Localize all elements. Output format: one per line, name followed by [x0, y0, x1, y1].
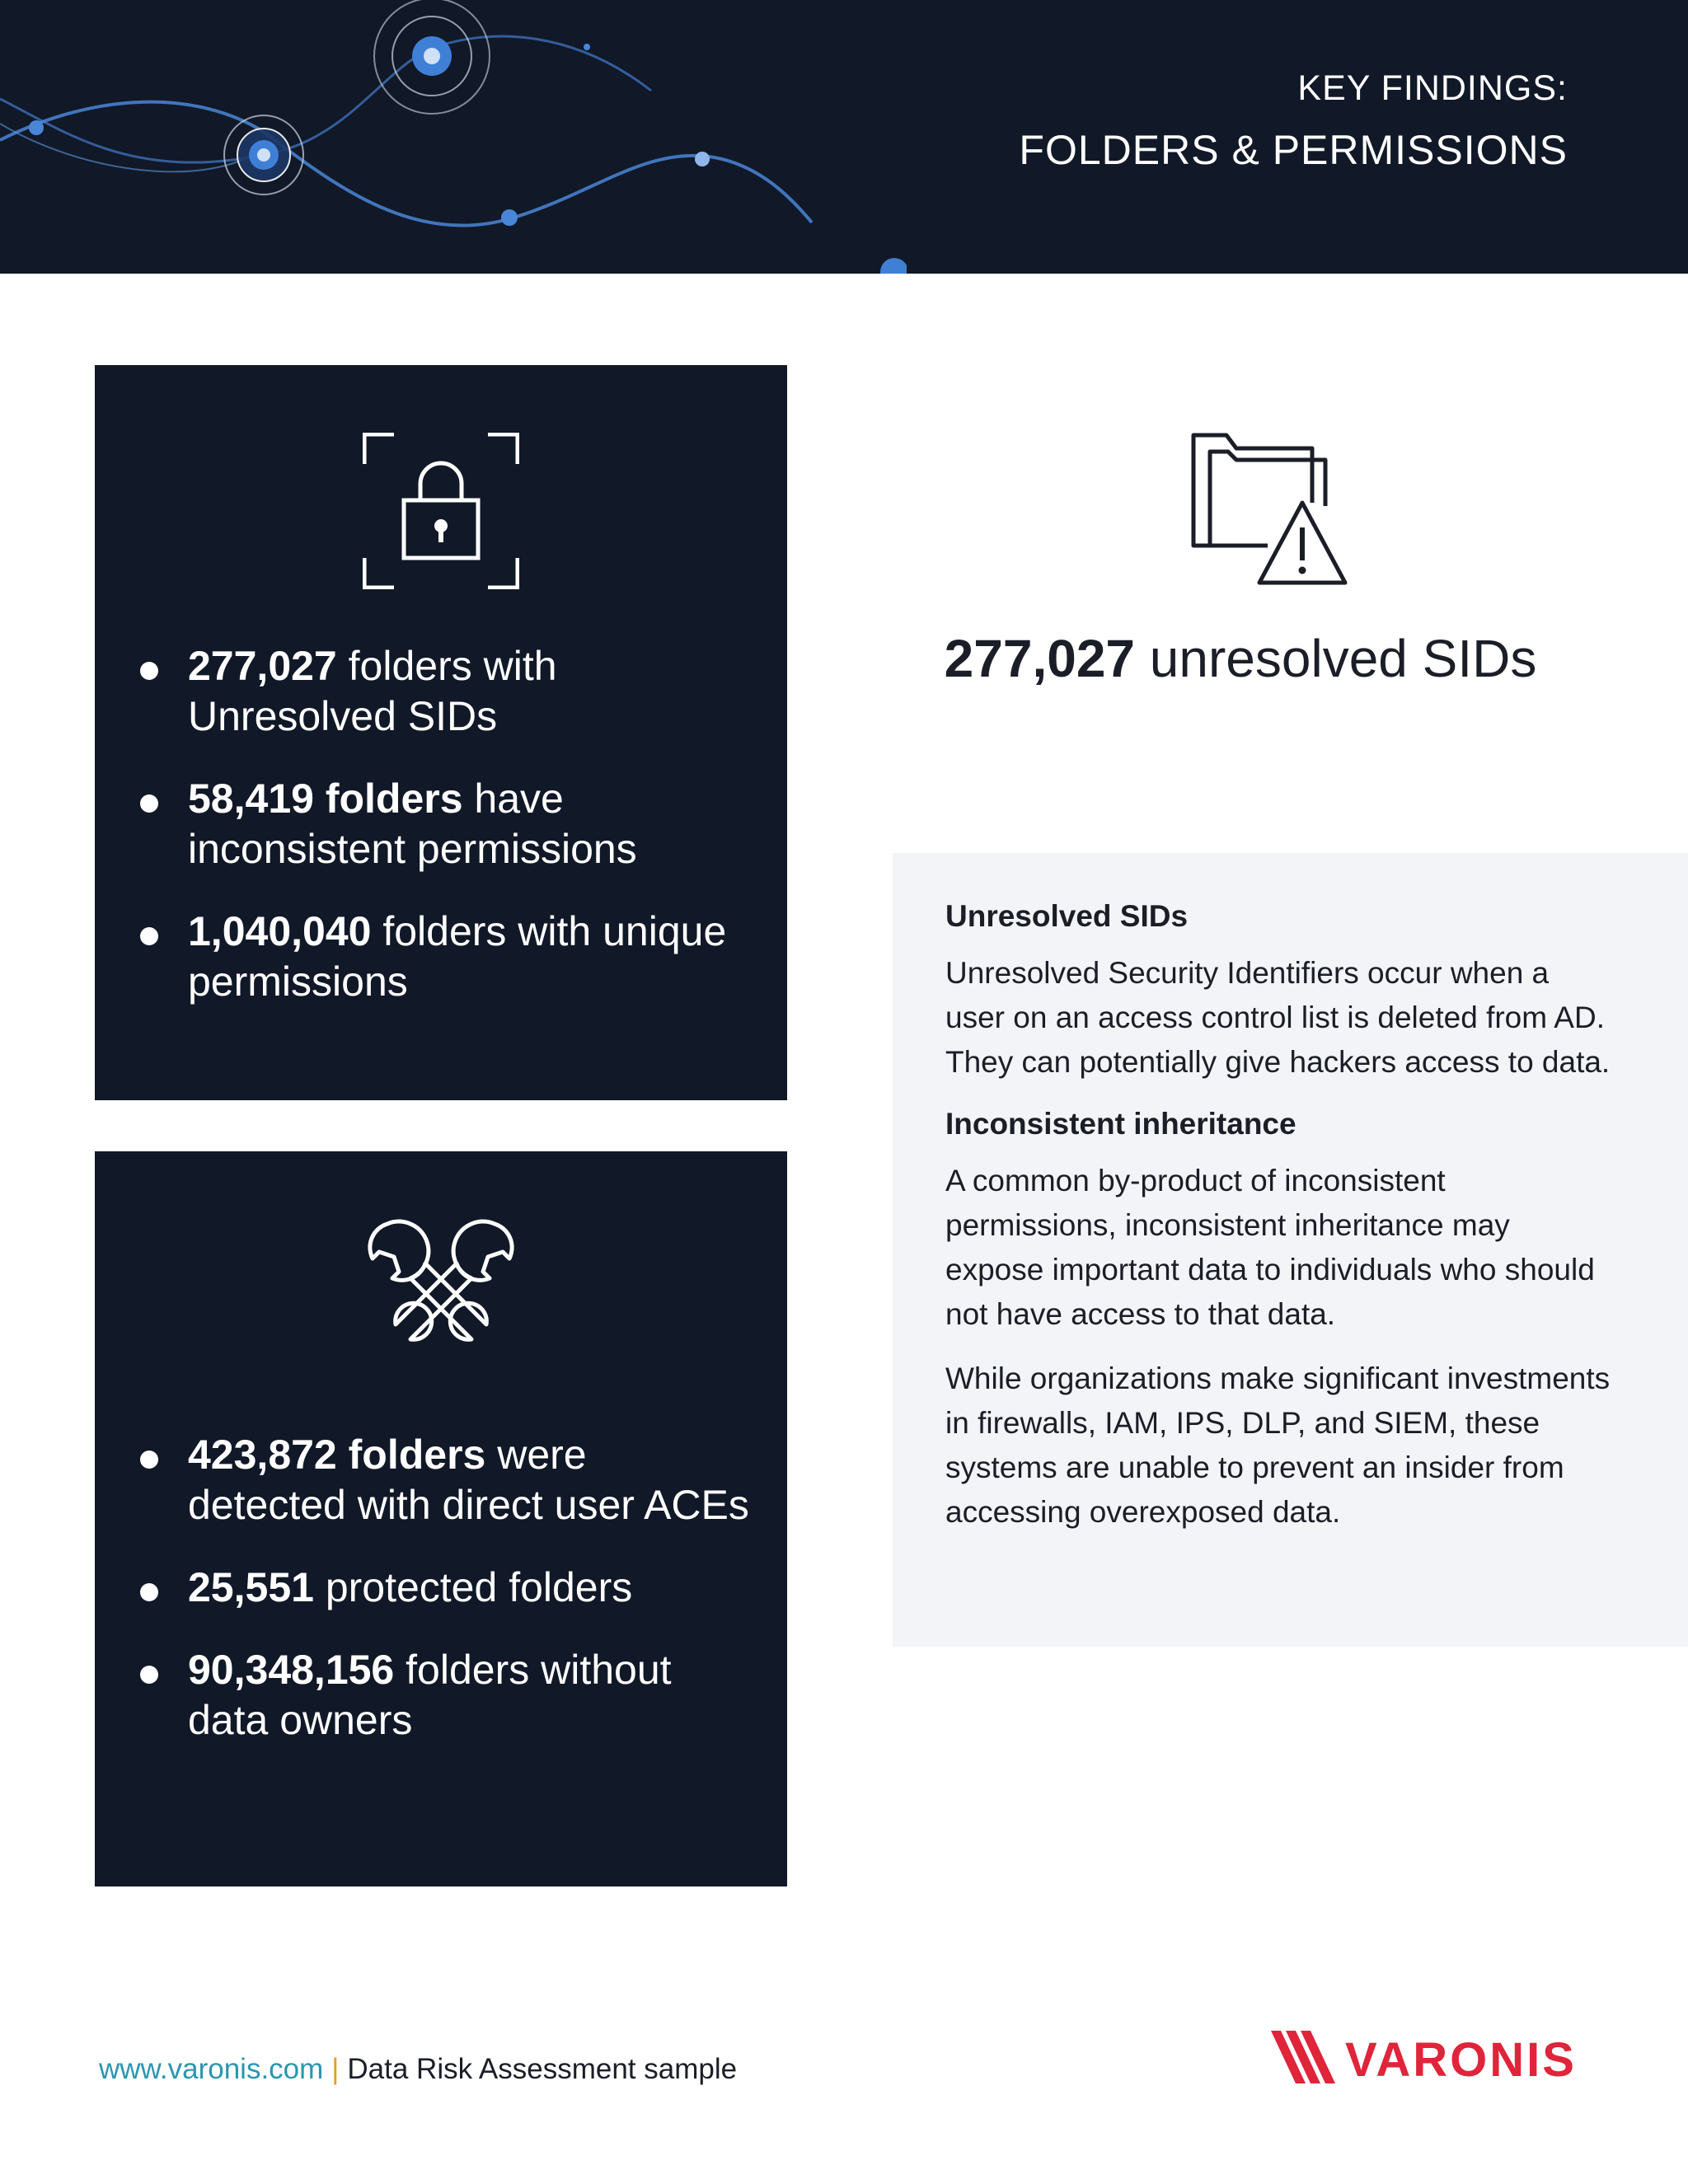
page-title: [1019, 68, 1568, 175]
heading-unresolved-sids: Unresolved SIDs: [945, 899, 1189, 933]
stat-label: have inconsistent permissions: [188, 776, 637, 872]
document-label: Data Risk Assessment sample: [347, 2053, 738, 2085]
stat-value: 1,040,040: [188, 908, 372, 954]
findings-list-2: [140, 1430, 754, 1778]
header-banner: [0, 0, 1688, 274]
stat-value: 25,551: [188, 1564, 314, 1610]
list-item: [140, 907, 754, 1007]
paragraph-inconsistent-inheritance: A common by-product of inconsistent permissions, inconsistent inheritance may expose important data to individuals who should not have access to that data.: [945, 1164, 1595, 1331]
unresolved-sids-headline: [894, 628, 1587, 689]
stat-label: folders without data owners: [188, 1647, 672, 1743]
title-line-1: KEY FINDINGS:: [1297, 68, 1568, 108]
stat-label: folders with unique permissions: [188, 908, 727, 1005]
definitions-panel: [893, 853, 1688, 1647]
website-link[interactable]: www.varonis.com: [99, 2053, 324, 2085]
findings-card-ownership: [95, 1151, 787, 1886]
findings-card-permissions: [95, 365, 787, 1100]
stat-value: 90,348,156: [188, 1647, 395, 1693]
folder-warning-icon: [1187, 430, 1352, 591]
stat-value: 423,872 folders: [188, 1432, 486, 1478]
title-line-2: FOLDERS & PERMISSIONS: [1019, 126, 1568, 173]
stat-value: 277,027: [188, 643, 337, 689]
paragraph-unresolved-sids: Unresolved Security Identifiers occur when a user on an access control list is deleted from AD. They can potentially give hackers access to data.: [945, 956, 1611, 1079]
heading-inconsistent-inheritance: Inconsistent inheritance: [945, 1107, 1296, 1141]
padlock-icon: [363, 433, 519, 589]
varonis-logo: [1269, 2029, 1592, 2088]
stat-label: folders with Unresolved SIDs: [188, 643, 557, 739]
list-item: [140, 1430, 754, 1530]
headline-text: unresolved SIDs: [1135, 629, 1537, 688]
headline-number: 277,027: [944, 629, 1135, 688]
stat-value: 58,419 folders: [188, 776, 463, 822]
crossed-wrenches-icon: [363, 1216, 519, 1372]
paragraph-investments: While organizations make significant investments in firewalls, IAM, IPS, DLP, and SIEM, these systems are unable to prevent an insider from accessing overexposed data.: [945, 1361, 1611, 1529]
list-item: [140, 1645, 754, 1746]
logo-wordmark: VARONIS: [1345, 2033, 1577, 2087]
network-lines-decoration: [0, 0, 907, 274]
logo-mark-icon: [1269, 2029, 1343, 2088]
list-item: [140, 774, 754, 874]
footer: [99, 2050, 737, 2089]
list-item: [140, 1563, 754, 1613]
footer-separator: |: [331, 2053, 340, 2085]
list-item: [140, 641, 754, 742]
stat-label: were detected with direct user ACEs: [188, 1432, 749, 1528]
stat-label: protected folders: [313, 1564, 633, 1610]
findings-list-1: [140, 641, 754, 1039]
